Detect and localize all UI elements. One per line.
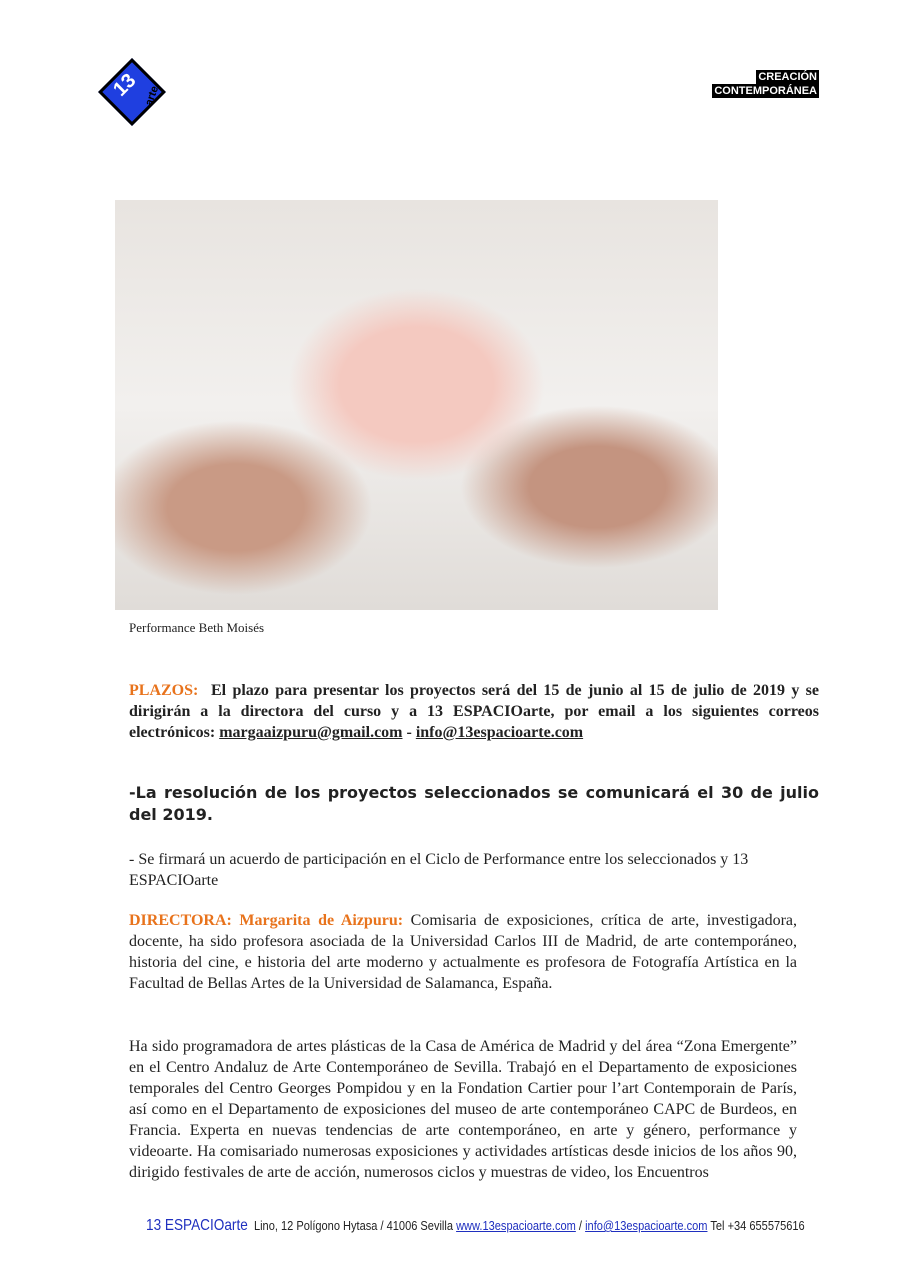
logo-number: 13 bbox=[109, 69, 141, 101]
performance-photo bbox=[115, 200, 718, 610]
tagline-line2: CONTEMPORÁNEA bbox=[714, 85, 817, 97]
footer-address: Lino, 12 Polígono Hytasa / 41006 Sevilla bbox=[253, 1218, 453, 1233]
tagline-line1: CREACIÓN bbox=[758, 71, 817, 83]
directora-paragraph bbox=[129, 910, 797, 994]
acuerdo-paragraph: - Se firmará un acuerdo de participación en el Ciclo de Performance entre los seleccionados y 13 ESPACIOarte bbox=[129, 851, 749, 889]
photo-caption: Performance Beth Moisés bbox=[129, 620, 265, 635]
footer-web-link[interactable]: www.13espacioarte.com bbox=[456, 1218, 576, 1233]
bio-paragraph: Ha sido programadora de artes plásticas de la Casa de América de Madrid y del área “Zona Emergente” en el Centro Andaluz de Arte Contemporáneo de Sevilla. Trabajó en el Departamento de exposiciones temporales del Centro Georges Pompidou y en la Fondation Cartier pour l’art Contemporain de París, así como en el Departamento de exposiciones del museo de arte contemporáneo CAPC de Burdeos, en Francia. Experta en nuevas tendencias de arte contemporáneo, en arte y género, performance y videoarte. Ha comisariado numerosas exposiciones y actividades artísticas desde inicios de los años 90, dirigido festivales de arte de acción, numerosos ciclos y muestras de video, los Encuentros bbox=[129, 1038, 797, 1181]
separator: - bbox=[406, 724, 412, 741]
footer-separator: / bbox=[578, 1218, 583, 1233]
plazos-paragraph bbox=[129, 680, 819, 743]
logo bbox=[102, 62, 162, 118]
footer bbox=[146, 1217, 805, 1235]
logo-arte: arte bbox=[143, 84, 162, 108]
header-tagline bbox=[712, 70, 819, 98]
footer-email-link[interactable]: info@13espacioarte.com bbox=[585, 1218, 708, 1233]
directora-label: DIRECTORA: Margarita de Aizpuru: bbox=[129, 912, 404, 929]
plazos-label: PLAZOS: bbox=[129, 682, 199, 699]
email-link-info[interactable]: info@13espacioarte.com bbox=[415, 724, 584, 741]
plazos-text: El plazo para presentar los proyectos será del 15 de junio al 15 de julio de 2019 y se dirigirán a la directora del curso y a 13 ESPACIOarte, por email a los siguientes correos electrónicos: bbox=[129, 682, 820, 741]
footer-phone: Tel +34 655575616 bbox=[710, 1218, 805, 1233]
footer-brand: 13 ESPACIOarte bbox=[146, 1217, 248, 1234]
directora-text: Comisaria de exposiciones, crítica de arte, investigadora, docente, ha sido profesora asociada de la Universidad Carlos III de Madrid, de arte contemporáneo, historia del cine, e historia del arte moderno y actualmente es profesora de Fotografía Artística en la Facultad de Bellas Artes de la Universidad de Salamanca, España. bbox=[129, 912, 798, 992]
email-link-margarita[interactable]: margaaizpuru@gmail.com bbox=[219, 724, 403, 741]
resolucion-paragraph: -La resolución de los proyectos seleccionados se comunicará el 30 de julio del 2019. bbox=[129, 783, 819, 824]
